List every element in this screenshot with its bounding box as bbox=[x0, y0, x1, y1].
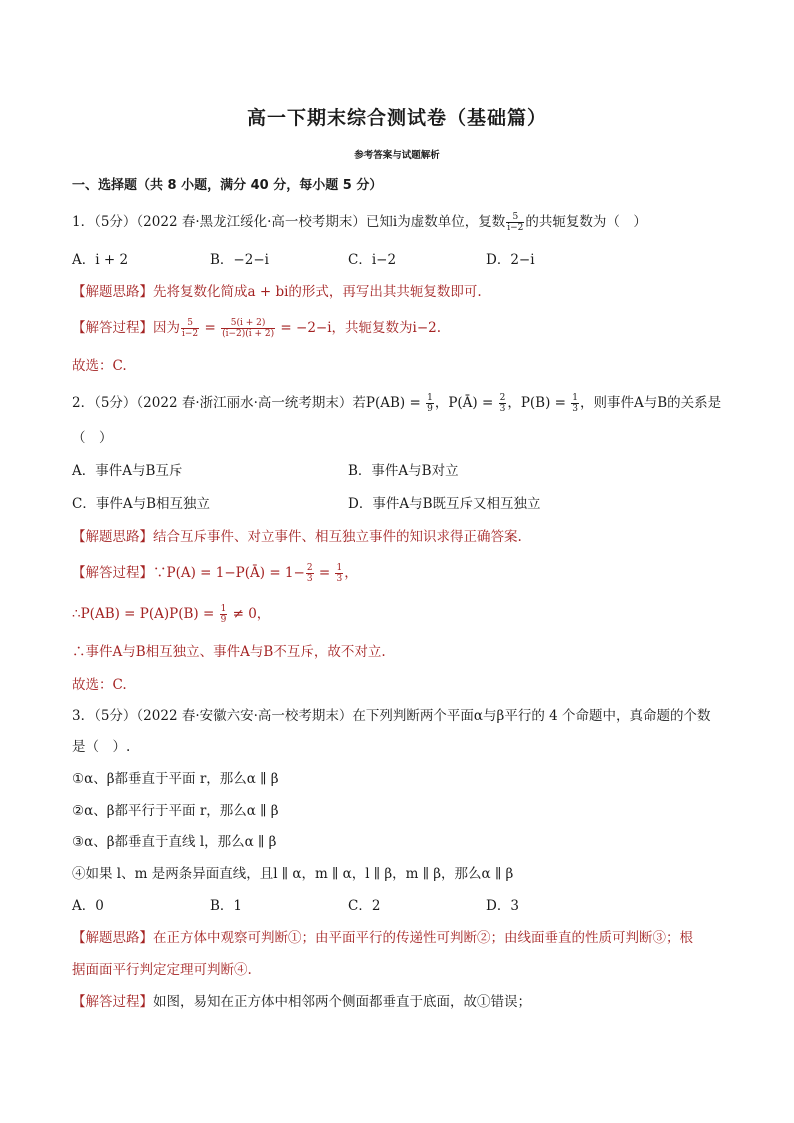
q2-f3-den: 3 bbox=[572, 404, 578, 414]
q2-frac-2 bbox=[499, 393, 507, 414]
page-subtitle: 参考答案与试题解析 bbox=[354, 150, 440, 161]
q2-proc1-frac-2 bbox=[335, 563, 343, 584]
q1-pf2-num: 5(i + 2) bbox=[221, 318, 275, 329]
q1-fraction-num: 5 bbox=[506, 212, 524, 223]
q2-stem-a: 2．（5分）（2022 春·浙江丽水·高一统考期末）若P(AB) = bbox=[72, 395, 426, 411]
q1-fraction-den: i−2 bbox=[507, 223, 524, 233]
q1-process-fraction-1 bbox=[181, 318, 199, 339]
q1-pf1-den: i−2 bbox=[182, 329, 199, 339]
q2-answer: 故选：C. bbox=[72, 677, 127, 693]
q1-stem-text-a: 1．（5分）（2022 春·黑龙江绥化·高一校考期末）已知i为虚数单位，复数 bbox=[72, 214, 506, 230]
q3-proposition-3: ③α、β都垂直于直线 l，那么α ∥ β bbox=[72, 834, 277, 850]
q1-process-fraction-2 bbox=[221, 318, 275, 339]
q2-frac-1 bbox=[426, 393, 434, 414]
q1-option-d: D．2−i bbox=[486, 252, 535, 268]
q2-proc1-a: ∵P(A) = 1−P(Ā) = 1− bbox=[153, 565, 305, 581]
q2-f3-num: 1 bbox=[572, 393, 578, 403]
q1-process-tag: 【解答过程】 bbox=[72, 320, 153, 336]
q2-f2-num: 2 bbox=[499, 393, 506, 403]
q2-proc2-frac bbox=[220, 604, 228, 625]
q1-pf1-num: 5 bbox=[181, 318, 199, 329]
q2-hint-text: 结合互斥事件、对立事件、相互独立事件的知识求得正确答案. bbox=[153, 529, 522, 545]
q2-proc2-b: ≠ 0， bbox=[228, 606, 271, 622]
q2-stem-b: ，P(Ā) = bbox=[434, 395, 498, 411]
q2-p1f-num: 2 bbox=[306, 563, 313, 573]
q2-option-c: C．事件A与B相互独立 bbox=[72, 496, 210, 512]
q3-option-b: B．1 bbox=[210, 898, 243, 914]
q2-process-2 bbox=[72, 604, 270, 625]
q2-option-d: D．事件A与B既互斥又相互独立 bbox=[348, 496, 541, 512]
q3-proposition-4: ④如果 l、m 是两条异面直线，且l ∥ α，m ∥ α，l ∥ β，m ∥ β，那么α ∥ β bbox=[72, 866, 514, 882]
q2-f1-den: 9 bbox=[427, 404, 433, 414]
q1-process-text-a: 因为 bbox=[153, 320, 180, 336]
q1-hint-tag: 【解题思路】 bbox=[72, 284, 153, 300]
q2-hint-tag: 【解题思路】 bbox=[72, 529, 153, 545]
q1-stem-text-b: 的共轭复数为（ ） bbox=[525, 214, 647, 230]
q2-p1f-den: 3 bbox=[306, 574, 313, 584]
q1-process-eq: = bbox=[200, 320, 221, 336]
q3-hint bbox=[72, 928, 693, 948]
q3-option-c: C．2 bbox=[348, 898, 381, 914]
q2-f1-num: 1 bbox=[427, 393, 433, 403]
q1-option-a: A．i + 2 bbox=[72, 252, 129, 268]
q3-hint-cont: 据面面平行判定定理可判断④. bbox=[72, 962, 252, 978]
q1-option-c: C．i−2 bbox=[348, 252, 397, 268]
q2-p1g-num: 1 bbox=[336, 563, 343, 573]
q3-process bbox=[72, 992, 531, 1012]
page-title: 高一下期末综合测试卷（基础篇） bbox=[246, 107, 547, 129]
q1-option-b: B．−2−i bbox=[210, 252, 269, 268]
q1-hint bbox=[72, 282, 482, 302]
q3-hint-tag: 【解题思路】 bbox=[72, 930, 153, 946]
q3-process-tag: 【解答过程】 bbox=[72, 994, 153, 1010]
q2-stem-c: ，P(B) = bbox=[507, 395, 571, 411]
q2-option-a: A．事件A与B互斥 bbox=[72, 463, 183, 479]
q2-proc1-b: = bbox=[314, 565, 335, 581]
q3-option-d: D．3 bbox=[486, 898, 519, 914]
q1-process-text-b: = −2−i，共轭复数为i−2. bbox=[276, 320, 442, 336]
q2-stem-cont: （ ） bbox=[72, 430, 113, 446]
q1-stem bbox=[72, 212, 647, 233]
q1-hint-text: 先将复数化简成a + bi的形式，再写出其共轭复数即可. bbox=[153, 284, 482, 300]
q3-proposition-2: ②α、β都平行于平面 r，那么α ∥ β bbox=[72, 803, 279, 819]
q3-proposition-1: ①α、β都垂直于平面 r，那么α ∥ β bbox=[72, 771, 279, 787]
q2-frac-3 bbox=[571, 393, 579, 414]
q3-stem-cont: 是（ ）. bbox=[72, 739, 131, 755]
q2-p2f-den: 9 bbox=[220, 615, 227, 625]
q3-option-a: A．0 bbox=[72, 898, 104, 914]
q2-process-3: ∴事件A与B相互独立、事件A与B不互斥，故不对立. bbox=[72, 644, 386, 660]
q2-p1g-den: 3 bbox=[336, 574, 343, 584]
q2-option-b: B．事件A与B对立 bbox=[348, 463, 459, 479]
q2-proc1-c: ， bbox=[344, 565, 358, 581]
q3-stem: 3．（5分）（2022 春·安徽六安·高一校考期末）在下列判断两个平面α与β平行的 4 个命题中，真命题的个数 bbox=[72, 708, 711, 724]
q2-proc2-a: ∴P(AB) = P(A)P(B) = bbox=[72, 606, 219, 622]
q1-pf2-den: (i−2)(i + 2) bbox=[222, 329, 275, 339]
q2-process-1 bbox=[72, 563, 358, 584]
q2-f2-den: 3 bbox=[499, 404, 506, 414]
q1-process bbox=[72, 318, 441, 339]
q2-process-tag: 【解答过程】 bbox=[72, 565, 153, 581]
q3-hint-text-a: 在正方体中观察可判断①；由平面平行的传递性可判断②；由线面垂直的性质可判断③；根 bbox=[153, 930, 693, 946]
q2-stem bbox=[72, 393, 721, 414]
section-heading: 一、选择题（共 8 小题，满分 40 分，每小题 5 分） bbox=[72, 178, 383, 193]
q3-process-text: 如图，易知在正方体中相邻两个侧面都垂直于底面，故①错误； bbox=[153, 994, 531, 1010]
q1-answer: 故选：C. bbox=[72, 358, 127, 374]
q2-stem-d: ，则事件A与B的关系是 bbox=[580, 395, 722, 411]
q2-hint bbox=[72, 527, 522, 547]
q1-fraction bbox=[506, 212, 524, 233]
q2-p2f-num: 1 bbox=[220, 604, 227, 614]
q2-proc1-frac-1 bbox=[306, 563, 314, 584]
